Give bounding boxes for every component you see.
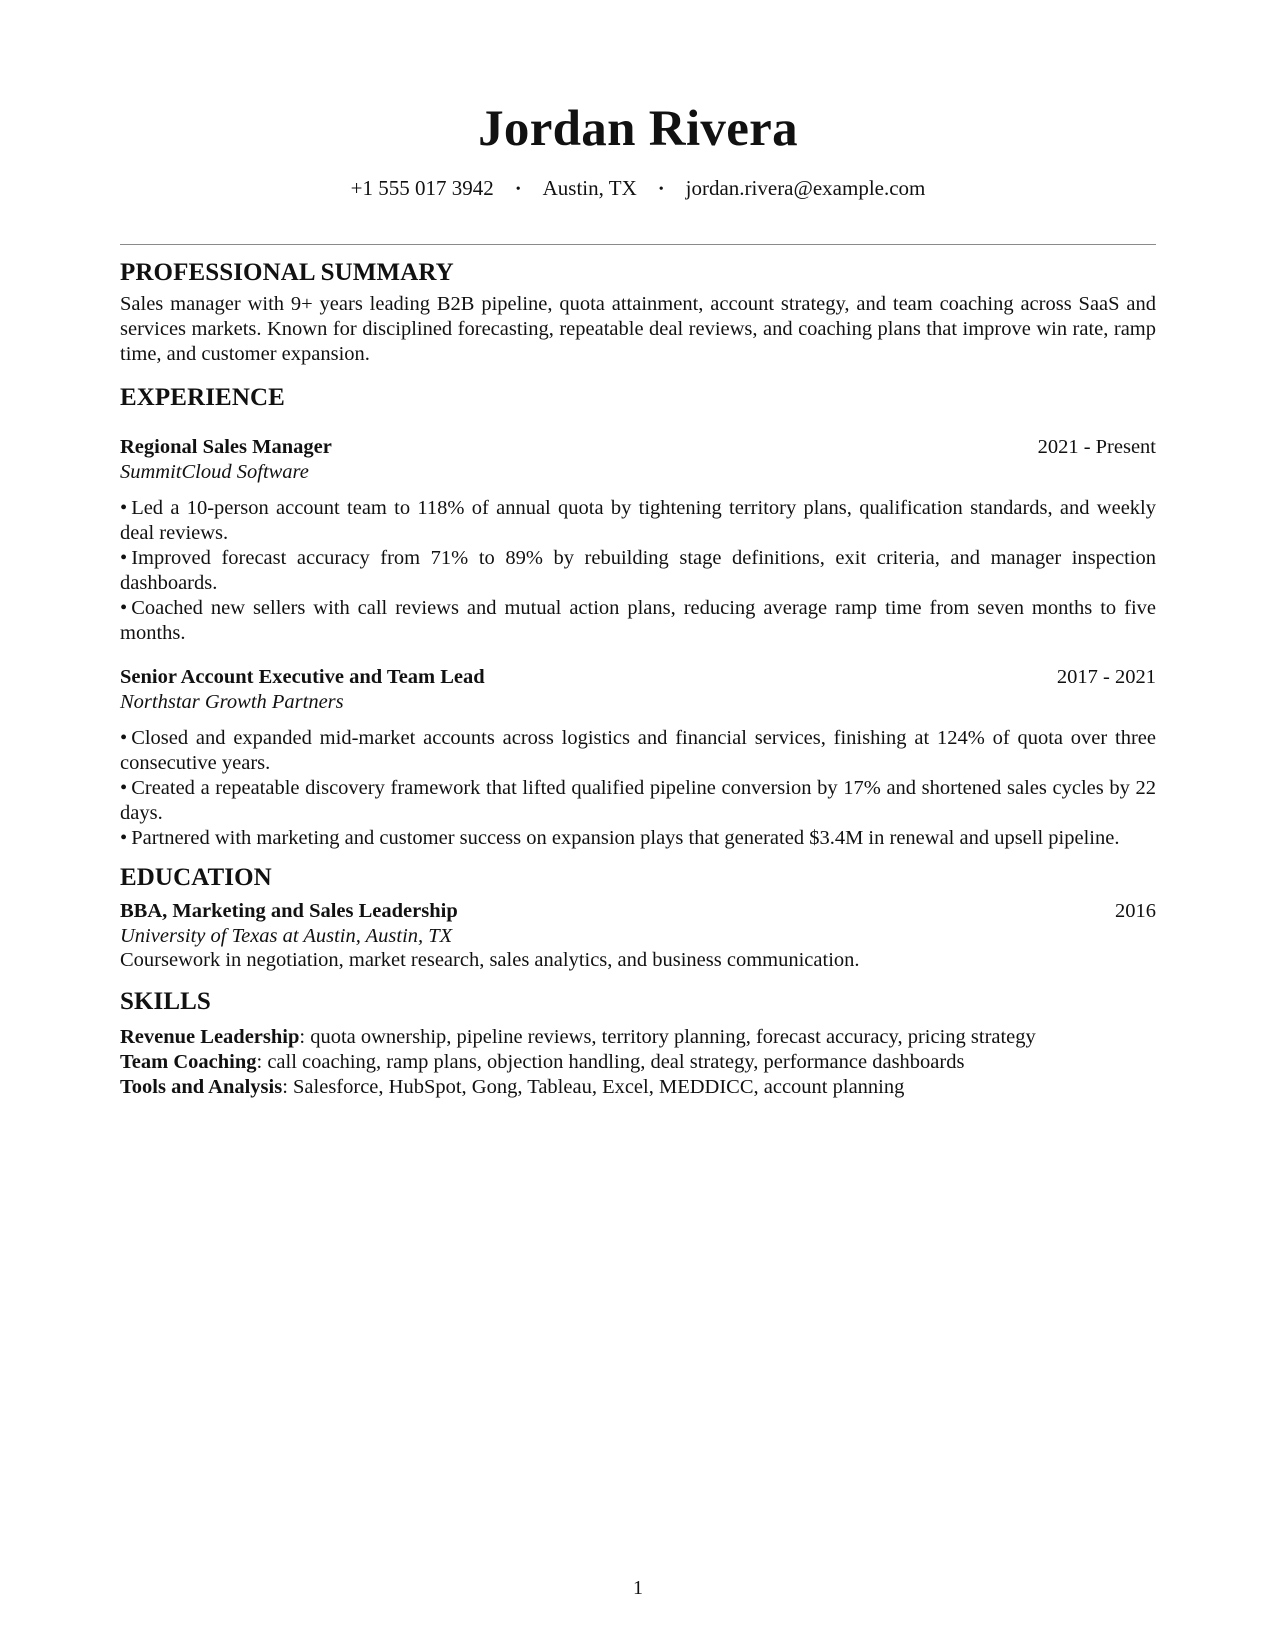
section-heading-summary: PROFESSIONAL SUMMARY — [120, 259, 454, 286]
skill-list: : Salesforce, HubSpot, Gong, Tableau, Excel, MEDDICC, account planning — [282, 1076, 905, 1098]
job-bullets — [120, 496, 1156, 646]
bullet-text: Improved forecast accuracy from 71% to 89% by rebuilding stage definitions, exit criteria, and manager inspection dashboards. — [120, 547, 1156, 594]
list-item — [120, 776, 1156, 826]
skill-row — [120, 1075, 1156, 1100]
job-entry — [120, 665, 1156, 851]
job-title: Regional Sales Manager — [120, 436, 332, 458]
degree-title: BBA, Marketing and Sales Leadership — [120, 900, 458, 922]
degree-header — [120, 899, 1156, 924]
bullet-icon: • — [120, 597, 128, 619]
bullet-text: Led a 10-person account team to 118% of annual quota by tightening territory plans, qualification standards, and weekly deal reviews. — [120, 497, 1156, 544]
skill-category: Team Coaching — [120, 1051, 257, 1073]
school-name: University of Texas at Austin, Austin, TX — [120, 925, 453, 947]
candidate-name: Jordan Rivera — [478, 101, 798, 157]
bullet-icon: • — [120, 547, 128, 569]
list-item — [120, 546, 1156, 596]
job-company: SummitCloud Software — [120, 461, 309, 483]
bullet-icon: • — [120, 497, 128, 519]
job-header — [120, 665, 1156, 690]
job-company: Northstar Growth Partners — [120, 691, 344, 713]
job-dates: 2017 - 2021 — [1056, 666, 1156, 688]
graduation-year: 2016 — [1115, 900, 1156, 922]
summary-section — [120, 258, 1156, 367]
page-number: 1 — [633, 1577, 643, 1599]
bullet-text: Partnered with marketing and customer success on expansion plays that generated $3.4M in renewal and upsell pipeline. — [131, 827, 1120, 849]
skill-category: Tools and Analysis — [120, 1076, 283, 1098]
skill-row — [120, 1025, 1156, 1050]
email-address: jordan.rivera@example.com — [685, 176, 926, 200]
skill-row — [120, 1050, 1156, 1075]
contact-line — [120, 176, 1156, 201]
list-item — [120, 496, 1156, 546]
job-bullets — [120, 726, 1156, 851]
job-title: Senior Account Executive and Team Lead — [120, 666, 485, 688]
bullet-icon: • — [120, 727, 128, 749]
education-section — [120, 863, 1156, 973]
resume-page — [120, 0, 1156, 1650]
bullet-separator-icon: • — [515, 182, 521, 197]
section-heading-education: EDUCATION — [120, 864, 272, 891]
bullet-text: Closed and expanded mid-market accounts across logistics and financial services, finishing at 124% of quota over three consecutive years. — [120, 727, 1156, 774]
bullet-icon: • — [120, 777, 128, 799]
bullet-text: Created a repeatable discovery framework that lifted qualified pipeline conversion by 17% and shortened sales cycles by 22 days. — [120, 777, 1156, 824]
job-entry — [120, 435, 1156, 646]
experience-section — [120, 383, 1156, 851]
bullet-icon: • — [120, 827, 128, 849]
job-dates: 2021 - Present — [1037, 436, 1156, 458]
section-heading-experience: EXPERIENCE — [120, 384, 285, 411]
location: Austin, TX — [542, 176, 637, 200]
skill-list: : quota ownership, pipeline reviews, territory planning, forecast accuracy, pricing strategy — [299, 1026, 1036, 1048]
list-item — [120, 826, 1156, 851]
phone-number: +1 555 017 3942 — [350, 176, 494, 200]
bullet-separator-icon: • — [658, 182, 664, 197]
list-item — [120, 726, 1156, 776]
skill-list: : call coaching, ramp plans, objection handling, deal strategy, performance dashboards — [256, 1051, 965, 1073]
bullet-text: Coached new sellers with call reviews and mutual action plans, reducing average ramp time from seven months to five months. — [120, 597, 1156, 644]
job-header — [120, 435, 1156, 460]
list-item — [120, 596, 1156, 646]
section-heading-skills: SKILLS — [120, 988, 211, 1015]
coursework-text: Coursework in negotiation, market research, sales analytics, and business communication. — [120, 949, 860, 971]
skill-category: Revenue Leadership — [120, 1026, 300, 1048]
summary-text: Sales manager with 9+ years leading B2B pipeline, quota attainment, account strategy, and team coaching across SaaS and services markets. Known for disciplined forecasting, repeatable deal reviews, and coaching plans that improve win rate, ramp time, and customer expansion. — [120, 293, 1156, 365]
resume-content — [120, 258, 1156, 1100]
header-divider — [120, 244, 1156, 245]
skills-section — [120, 987, 1156, 1100]
